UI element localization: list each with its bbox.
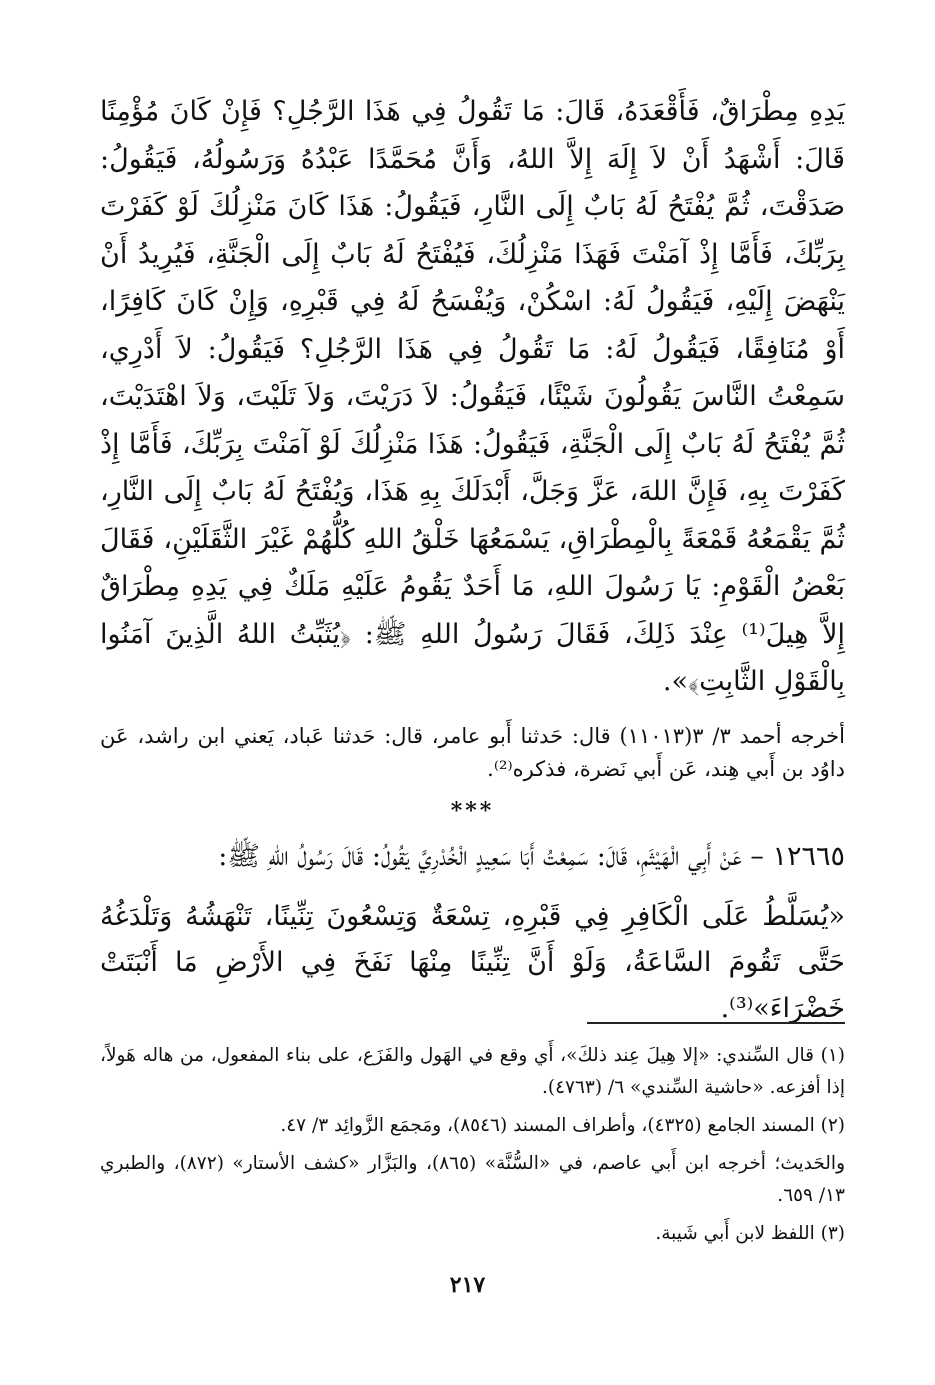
page-number: ٢١٧ [449, 1272, 486, 1298]
footnote-1: (١) قال السِّندي: «إلا هِيلَ عِند ذلكَ»، أَي وقع في الهَول والفَزَع، على بناء المفعول، من هاله هَولاً، إذا أفزعه. «حاشية السِّندي» ٦/ (٤٧٦٣). [100, 1045, 845, 1098]
footnote-3: (٣) اللفظ لابن أَبي شَيبة. [655, 1223, 845, 1244]
hadith-intro: عَنْ أَبِي الْهَيْثَمِ، قَالَ: سَمِعْتُ أَبَا سَعِيدٍ الْخُدْرِيَّ يَقُولُ: قَالَ رَسُولُ اللهِ ﷺ: [218, 840, 742, 872]
hadith-number: ١٢٦٦٥ – [750, 840, 845, 872]
footnote-2: (٢) المسند الجامع (٤٣٢٥)، وأطراف المسند (٨٥٤٦)، ومَجمَع الزَّوائِد ٣/ ٤٧. [280, 1115, 845, 1136]
section-separator: *** [450, 797, 495, 824]
footnote-2-continued: والحَديث؛ أخرجه ابن أَبي عاصم، في «السُّنَّة» (٨٦٥)، والبَزَّار «كشف الأستار» (٨٧٢)، والطبري ١٣/ ٦٥٩. [100, 1153, 845, 1206]
hadith-heading [100, 834, 845, 880]
hadith-body-text: «يُسَلَّطُ عَلَى الْكَافِرِ فِي قَبْرِهِ، تِسْعَةٌ وَتِسْعُونَ تِنِّينًا، تَنْهَشُهُ وَتَلْدَغُهُ حَتَّى تَقُومَ السَّاعَةُ، وَلَوْ أَنَّ تِنِّينًا مِنْهَا نَفَخَ فِي الأَرْضِ مَا أَنْبَتَتْ خَضْرَاءَ»⁽³⁾. [100, 900, 845, 1024]
footnotes-block [100, 1040, 845, 1256]
takhrij-paragraph: أخرجه أحمد ٣/ ٣(١١٠١٣) قال: حَدثنا أَبو عامر، قال: حَدثنا عَباد، يَعني ابن راشد، عَن داوُد بن أَبي هِند، عَن أَبي نَضرة، فذكره⁽²⁾. [100, 723, 845, 781]
footnote-divider [587, 1022, 845, 1024]
main-text-block [100, 88, 845, 1032]
hadith-continuation-text: يَدِهِ مِطْرَاقٌ، فَأَقْعَدَهُ، قَالَ: مَا تَقُولُ فِي هَذَا الرَّجُلِ؟ فَإِنْ كَانَ مُؤْمِنًا قَالَ: أَشْهَدُ أَنْ لاَ إِلَهَ إِلاَّ اللهُ، وَأَنَّ مُحَمَّدًا عَبْدُهُ وَرَسُولُهُ، فَيَقُولُ: صَدَقْتَ، ثُمَّ يُفْتَحُ لَهُ بَابٌ إِلَى النَّارِ، فَيَقُولُ: هَذَا كَانَ مَنْزِلُكَ لَوْ كَفَرْتَ بِرَبِّكَ، فَأَمَّا إِذْ آمَنْتَ فَهَذَا مَنْزِلُكَ، فَيُفْتَحُ لَهُ بَابٌ إِلَى الْجَنَّةِ، فَيُرِيدُ أَنْ يَنْهَضَ إِلَيْهِ، فَيَقُولُ لَهُ: اسْكُنْ، وَيُفْسَحُ لَهُ فِي قَبْرِهِ، وَإِنْ كَانَ كَافِرًا، أَوْ مُنَافِقًا، فَيَقُولُ لَهُ: مَا تَقُولُ فِي هَذَا الرَّجُلِ؟ فَيَقُولُ: لاَ أَدْرِي، سَمِعْتُ النَّاسَ يَقُولُونَ شَيْئًا، فَيَقُولُ: لاَ دَرَيْتَ، وَلاَ تَلَيْتَ، وَلاَ اهْتَدَيْتَ، ثُمَّ يُفْتَحُ لَهُ بَابٌ إِلَى الْجَنَّةِ، فَيَقُولُ: هَذَا مَنْزِلُكَ لَوْ آمَنْتَ بِرَبِّكَ، فَأَمَّا إِذْ كَفَرْتَ بِهِ، فَإِنَّ اللهَ، عَزَّ وَجَلَّ، أَبْدَلَكَ بِهِ هَذَا، وَيُفْتَحُ لَهُ بَابٌ إِلَى النَّارِ، ثُمَّ يَقْمَعُهُ قَمْعَةً بِالْمِطْرَاقِ، يَسْمَعُهَا خَلْقُ اللهِ كُلُّهُمْ غَيْرَ الثَّقَلَيْنِ، فَقَالَ بَعْضُ الْقَوْمِ: يَا رَسُولَ اللهِ، مَا أَحَدٌ يَقُومُ عَلَيْهِ مَلَكٌ فِي يَدِهِ مِطْرَاقٌ إِلاَّ هِيلَ⁽¹⁾ عِنْدَ ذَلِكَ، فَقَالَ رَسُولُ اللهِ ﷺ: ﴿يُثَبِّتُ اللهُ الَّذِينَ آمَنُوا بِالْقَوْلِ الثَّابِتِ﴾». [100, 96, 845, 697]
